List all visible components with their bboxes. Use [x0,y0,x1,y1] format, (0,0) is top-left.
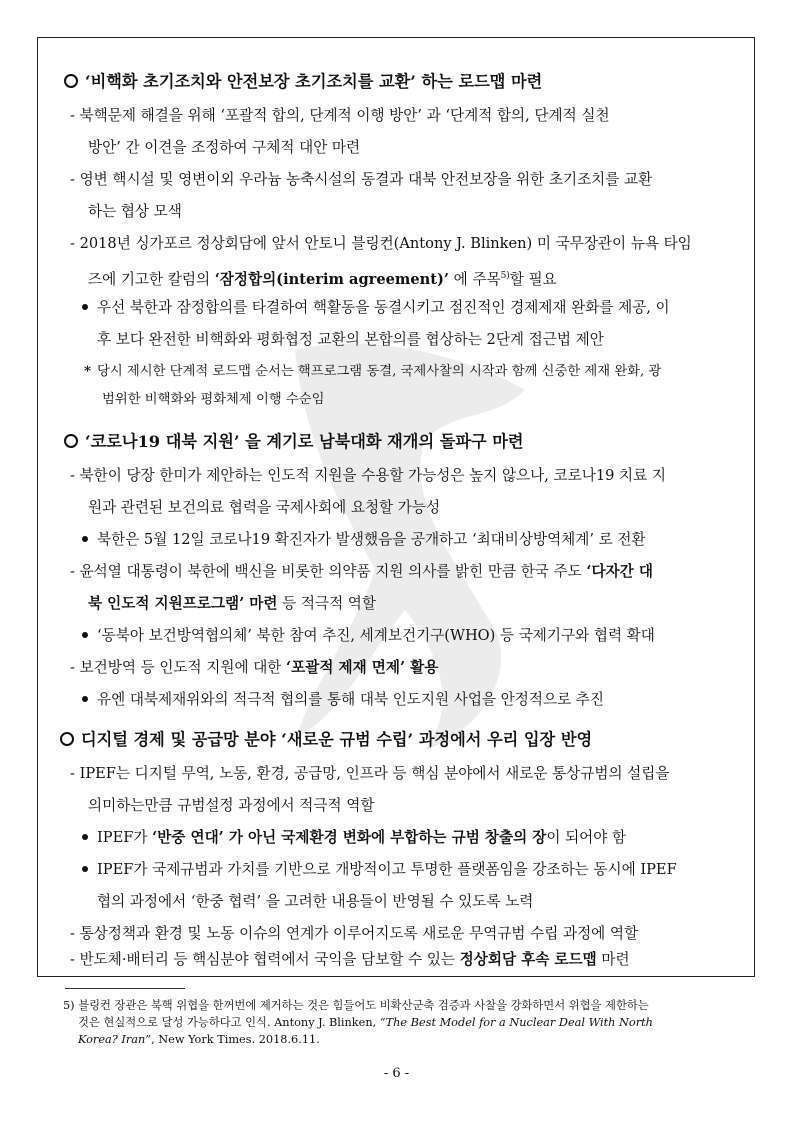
text-line: 협의 과정에서 ‘한중 협력’ 을 고려한 내용들이 반영될 수 있도록 노력 [97,893,534,910]
text-line: 원과 관련된 보건의료 협력을 국제사회에 요청할 가능성 [88,499,441,516]
bullet-line: IPEF가 ‘반중 연대’ 가 아닌 국제환경 변화에 부합하는 규범 창출의 장이 되어야 함 [82,828,626,848]
text-line: - IPEF는 디지털 무역, 노동, 환경, 공급망, 인프라 등 핵심 분야에서 새로운 통상규범의 설립을 [70,765,670,782]
section-heading: ‘비핵화 초기조치와 안전보장 초기조치를 교환’ 하는 로드맵 마련 [64,72,542,92]
text-line: - 반도체·배터리 등 핵심분야 협력에서 국익을 담보할 수 있는 정상회담 후속 로드맵 마련 [70,951,630,968]
text-line: 즈에 기고한 칼럼의 ‘잠정합의(interim agreement)’ 에 주목$^{5)}$할 필요 [88,270,557,288]
bullet-line: 유엔 대북제재위와의 적극적 협의를 통해 대북 인도지원 사업을 안정적으로 추진 [82,690,604,710]
text-line: - 북한이 당장 한미가 제안하는 인도적 지원을 수용할 가능성은 높지 않으나, 코로나19 치료 지 [70,467,666,484]
bullet-line: 북한은 5월 12일 코로나19 확진자가 발생했음을 공개하고 ‘최대비상방역체계’ 로 전환 [82,530,646,550]
dot-bullet-icon [82,696,88,702]
text-line: - 보건방역 등 인도적 지원에 대한 ‘포괄적 제재 면제’ 활용 [70,659,439,676]
footnote-line: Korea? Iran”, New York Times. 2018.6.11. [78,1033,320,1046]
dot-bullet-icon [82,536,88,542]
asterisk-icon: * [84,364,91,379]
dot-bullet-icon [82,632,88,638]
text-line: - 통상정책과 환경 및 노동 이슈의 연계가 이루어지도록 새로운 무역규범 수립 과정에 역할 [70,925,639,942]
note-line: * 당시 제시한 단계적 로드맵 순서는 핵프로그램 동결, 국제사찰의 시작과 함께 신중한 제재 완화, 광 [84,364,662,379]
dot-bullet-icon [82,304,88,310]
footnote-line: 5) 블링컨 장관은 북핵 위협을 한꺼번에 제거하는 것은 힘들어도 비확산군축 검증과 사찰을 강화하면서 위협을 제한하는 [63,999,649,1012]
text-line: 의미하는만큼 규범설정 과정에서 적극적 역할 [88,797,375,814]
text-line: - 윤석열 대통령이 북한에 백신을 비롯한 의약품 지원 의사를 밝힌 만큼 한국 주도 ‘다자간 대 [70,563,653,580]
dot-bullet-icon [82,834,88,840]
text-line: 북 인도적 지원프로그램’ 마련 등 적극적 역할 [88,595,377,612]
text-line: 하는 협상 모색 [88,203,182,220]
section-heading: ‘코로나19 대북 지원’ 을 계기로 남북대화 재개의 돌파구 마련 [64,432,524,452]
circle-bullet-icon [64,74,78,88]
bullet-line: IPEF가 국제규범과 가치를 기반으로 개방적이고 투명한 플랫폼임을 강조하는 동시에 IPEF [82,860,677,880]
text-line: - 2018년 싱가포르 정상회담에 앞서 안토니 블링컨(Antony J. Blinken) 미 국무장관이 뉴욕 타임 [70,235,692,252]
note-line: 범위한 비핵화와 평화체제 이행 수순임 [102,392,325,407]
bullet-line: ‘동북아 보건방역협의체’ 북한 참여 추진, 세계보건기구(WHO) 등 국제기구와 협력 확대 [82,626,655,646]
bullet-line: 우선 북한과 잠정합의를 타결하여 핵활동을 동결시키고 점진적인 경제제재 완화를 제공, 이 [82,298,670,318]
circle-bullet-icon [60,732,74,746]
footnote-line: 것은 현실적으로 달성 가능하다고 인식. Antony J. Blinken, “The Best Model for a Nuclear Deal With North [78,1016,653,1029]
dot-bullet-icon [82,866,88,872]
text-line: 방안’ 간 이견을 조정하여 구체적 대안 마련 [88,139,361,156]
page-number: - 6 - [383,1066,410,1081]
text-line: 후 보다 완전한 비핵화와 평화협정 교환의 본합의를 협상하는 2단계 접근법 제안 [97,331,604,348]
section-heading: 디지털 경제 및 공급망 분야 ‘새로운 규범 수립’ 과정에서 우리 입장 반영 [60,730,592,750]
text-line: - 북핵문제 해결을 위해 ‘포괄적 합의, 단계적 이행 방안’ 과 ‘단계적 합의, 단계적 실천 [70,107,610,124]
footnote-rule [65,988,185,989]
circle-bullet-icon [64,434,78,448]
text-line: - 영변 핵시설 및 영변이외 우라늄 농축시설의 동결과 대북 안전보장을 위한 초기조치를 교환 [70,171,653,188]
